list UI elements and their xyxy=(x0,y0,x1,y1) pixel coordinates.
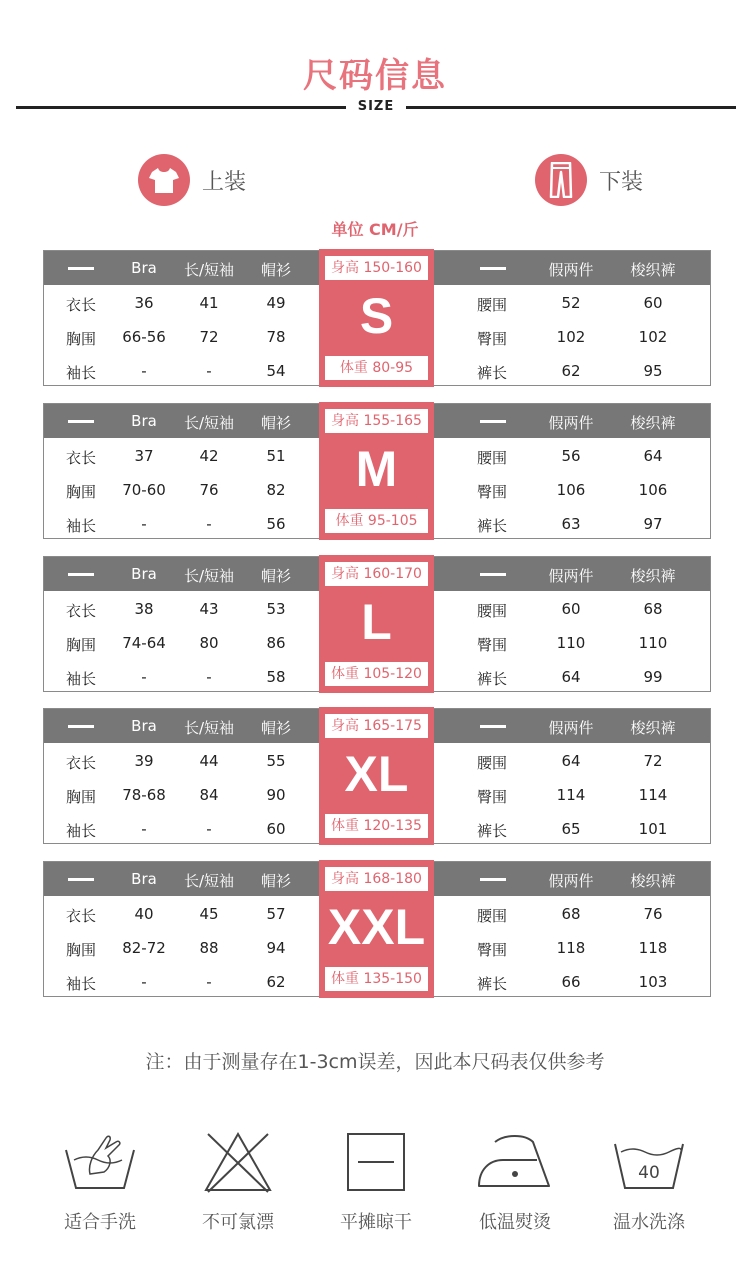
page-subtitle: SIZE xyxy=(357,99,395,114)
size-name: L xyxy=(361,594,392,650)
row-label: 衣长 xyxy=(65,602,96,620)
table-cell: - xyxy=(206,973,212,991)
row-label: 袖长 xyxy=(65,975,96,993)
table-cell: 56 xyxy=(266,515,286,533)
table-cell: 43 xyxy=(199,600,219,618)
size-name: XL xyxy=(344,746,409,802)
table-cell: 86 xyxy=(266,634,286,652)
table-cell: - xyxy=(206,668,212,686)
table-cell: 70-60 xyxy=(122,481,166,499)
column-header: 长/短袖 xyxy=(183,414,235,432)
table-cell: 58 xyxy=(266,668,286,686)
category-top xyxy=(138,154,246,206)
wash-40-icon xyxy=(611,1130,687,1194)
table-cell: 110 xyxy=(638,634,668,652)
size-table xyxy=(43,250,711,386)
table-cell: 60 xyxy=(561,600,581,618)
height-range: 身高 168-180 xyxy=(325,867,428,891)
height-range: 身高 155-165 xyxy=(325,409,428,433)
table-cell: 53 xyxy=(266,600,286,618)
row-label: 裤长 xyxy=(476,975,507,993)
table-cell: 38 xyxy=(134,600,154,618)
care-item xyxy=(183,1130,293,1234)
table-cell: 52 xyxy=(561,294,581,312)
hand-wash-icon xyxy=(62,1130,138,1194)
column-header: 长/短袖 xyxy=(183,872,235,890)
row-label: 胸围 xyxy=(65,941,96,959)
title-divider-right xyxy=(406,106,736,109)
weight-range: 体重 95-105 xyxy=(325,509,428,533)
unit-label: 单位 CM/斤 xyxy=(331,220,419,239)
row-label: 腰围 xyxy=(476,449,507,467)
table-cell: - xyxy=(206,515,212,533)
row-label: 胸围 xyxy=(65,788,96,806)
size-panel xyxy=(319,402,434,540)
table-cell: 37 xyxy=(134,447,154,465)
column-header: 长/短袖 xyxy=(183,261,235,279)
category-bottom xyxy=(535,154,643,206)
column-header: Bra xyxy=(131,717,157,735)
table-cell: 72 xyxy=(199,328,219,346)
table-cell: - xyxy=(206,362,212,380)
column-header: 梭织裤 xyxy=(630,261,676,279)
care-label: 低温熨烫 xyxy=(479,1212,551,1233)
row-label: 臀围 xyxy=(476,483,507,501)
table-cell: 97 xyxy=(643,515,663,533)
table-cell: 72 xyxy=(643,752,663,770)
size-table xyxy=(43,403,711,539)
table-cell: 65 xyxy=(561,820,581,838)
dry-flat-icon xyxy=(338,1130,414,1194)
size-name: XXL xyxy=(327,899,426,955)
table-cell: - xyxy=(206,820,212,838)
table-cell: 78-68 xyxy=(122,786,166,804)
table-cell: 36 xyxy=(134,294,154,312)
row-label: 腰围 xyxy=(476,754,507,772)
measurement-note: 注：由于测量存在1-3cm误差，因此本尺码表仅供参考 xyxy=(145,1051,605,1073)
table-cell: 49 xyxy=(266,294,286,312)
table-cell: 95 xyxy=(643,362,663,380)
table-cell: 40 xyxy=(134,905,154,923)
table-cell: 102 xyxy=(638,328,668,346)
iron-low-icon xyxy=(475,1130,555,1194)
column-header: 帽衫 xyxy=(260,719,291,737)
care-label: 不可氯漂 xyxy=(202,1212,274,1233)
care-label: 温水洗涤 xyxy=(613,1212,685,1233)
table-cell: 102 xyxy=(556,328,586,346)
table-cell: 106 xyxy=(638,481,668,499)
height-range: 身高 150-160 xyxy=(325,256,428,280)
table-cell: - xyxy=(141,515,147,533)
table-cell: 66 xyxy=(561,973,581,991)
row-label: 袖长 xyxy=(65,670,96,688)
table-cell: 103 xyxy=(638,973,668,991)
row-label: 衣长 xyxy=(65,907,96,925)
table-cell: 41 xyxy=(199,294,219,312)
table-cell: 68 xyxy=(643,600,663,618)
table-cell: 80 xyxy=(199,634,219,652)
row-label: 裤长 xyxy=(476,670,507,688)
table-cell: 63 xyxy=(561,515,581,533)
category-top-label: 上装 xyxy=(202,169,247,195)
care-label: 适合手洗 xyxy=(64,1212,136,1233)
row-label: 裤长 xyxy=(476,364,507,382)
table-cell: 82 xyxy=(266,481,286,499)
table-cell: - xyxy=(141,362,147,380)
row-label: 裤长 xyxy=(476,517,507,535)
table-cell: 88 xyxy=(199,939,219,957)
pants-icon xyxy=(535,154,587,206)
column-header: 梭织裤 xyxy=(630,872,676,890)
table-cell: 60 xyxy=(266,820,286,838)
table-cell: 60 xyxy=(643,294,663,312)
column-header: 帽衫 xyxy=(260,567,291,585)
care-item xyxy=(594,1130,704,1234)
column-header: 帽衫 xyxy=(260,261,291,279)
table-cell: 66-56 xyxy=(122,328,166,346)
tshirt-icon xyxy=(138,154,190,206)
row-label: 腰围 xyxy=(476,602,507,620)
size-table xyxy=(43,861,711,997)
table-cell: 68 xyxy=(561,905,581,923)
row-label: 裤长 xyxy=(476,822,507,840)
row-label: 臀围 xyxy=(476,330,507,348)
care-item xyxy=(321,1130,431,1234)
size-panel xyxy=(319,249,434,387)
table-cell: 114 xyxy=(638,786,668,804)
column-header: 假两件 xyxy=(548,567,594,585)
size-name: M xyxy=(355,441,398,497)
weight-range: 体重 120-135 xyxy=(325,814,428,838)
table-cell: 114 xyxy=(556,786,586,804)
table-cell: 74-64 xyxy=(122,634,166,652)
table-cell: 99 xyxy=(643,668,663,686)
row-label: 衣长 xyxy=(65,296,96,314)
table-cell: 94 xyxy=(266,939,286,957)
table-cell: 106 xyxy=(556,481,586,499)
row-label: 袖长 xyxy=(65,364,96,382)
table-cell: 64 xyxy=(561,752,581,770)
column-header: Bra xyxy=(131,412,157,430)
table-cell: 64 xyxy=(643,447,663,465)
table-cell: 42 xyxy=(199,447,219,465)
column-header: 梭织裤 xyxy=(630,414,676,432)
table-cell: 56 xyxy=(561,447,581,465)
column-header: 梭织裤 xyxy=(630,719,676,737)
row-label: 臀围 xyxy=(476,941,507,959)
table-cell: 57 xyxy=(266,905,286,923)
table-cell: 39 xyxy=(134,752,154,770)
category-bottom-label: 下装 xyxy=(599,169,644,195)
no-bleach-icon xyxy=(200,1130,276,1194)
table-cell: 44 xyxy=(199,752,219,770)
table-cell: 118 xyxy=(638,939,668,957)
table-cell: 55 xyxy=(266,752,286,770)
column-header: 假两件 xyxy=(548,872,594,890)
column-header: 帽衫 xyxy=(260,872,291,890)
care-item xyxy=(45,1130,155,1234)
row-label: 臀围 xyxy=(476,636,507,654)
column-header: 长/短袖 xyxy=(183,719,235,737)
table-cell: 101 xyxy=(638,820,668,838)
table-cell: 78 xyxy=(266,328,286,346)
column-header: 帽衫 xyxy=(260,414,291,432)
table-cell: - xyxy=(141,820,147,838)
size-panel xyxy=(319,860,434,998)
table-cell: 76 xyxy=(643,905,663,923)
care-label: 平摊晾干 xyxy=(340,1212,412,1233)
column-header: Bra xyxy=(131,870,157,888)
weight-range: 体重 80-95 xyxy=(325,356,428,380)
table-cell: 82-72 xyxy=(122,939,166,957)
height-range: 身高 160-170 xyxy=(325,562,428,586)
size-table xyxy=(43,556,711,692)
column-header: 假两件 xyxy=(548,414,594,432)
table-cell: 118 xyxy=(556,939,586,957)
care-item xyxy=(460,1130,570,1234)
table-cell: 90 xyxy=(266,786,286,804)
column-header: Bra xyxy=(131,565,157,583)
height-range: 身高 165-175 xyxy=(325,714,428,738)
title-divider-left xyxy=(16,106,346,109)
column-header: 假两件 xyxy=(548,719,594,737)
page-title: 尺码信息 xyxy=(303,56,447,96)
table-cell: 84 xyxy=(199,786,219,804)
row-label: 袖长 xyxy=(65,517,96,535)
row-label: 臀围 xyxy=(476,788,507,806)
column-header: 长/短袖 xyxy=(183,567,235,585)
table-cell: - xyxy=(141,668,147,686)
row-label: 袖长 xyxy=(65,822,96,840)
column-header: Bra xyxy=(131,259,157,277)
row-label: 衣长 xyxy=(65,449,96,467)
weight-range: 体重 105-120 xyxy=(325,662,428,686)
row-label: 腰围 xyxy=(476,907,507,925)
table-cell: 64 xyxy=(561,668,581,686)
size-panel xyxy=(319,707,434,845)
table-cell: 62 xyxy=(266,973,286,991)
table-cell: 76 xyxy=(199,481,219,499)
row-label: 胸围 xyxy=(65,330,96,348)
row-label: 胸围 xyxy=(65,483,96,501)
table-cell: 110 xyxy=(556,634,586,652)
column-header: 假两件 xyxy=(548,261,594,279)
size-table xyxy=(43,708,711,844)
row-label: 胸围 xyxy=(65,636,96,654)
row-label: 衣长 xyxy=(65,754,96,772)
column-header: 梭织裤 xyxy=(630,567,676,585)
table-cell: 45 xyxy=(199,905,219,923)
size-name: S xyxy=(359,288,394,344)
table-cell: 62 xyxy=(561,362,581,380)
weight-range: 体重 135-150 xyxy=(325,967,428,991)
table-cell: 51 xyxy=(266,447,286,465)
table-cell: 54 xyxy=(266,362,286,380)
wash-temp: 40 xyxy=(638,1163,660,1183)
table-cell: - xyxy=(141,973,147,991)
size-panel xyxy=(319,555,434,693)
row-label: 腰围 xyxy=(476,296,507,314)
